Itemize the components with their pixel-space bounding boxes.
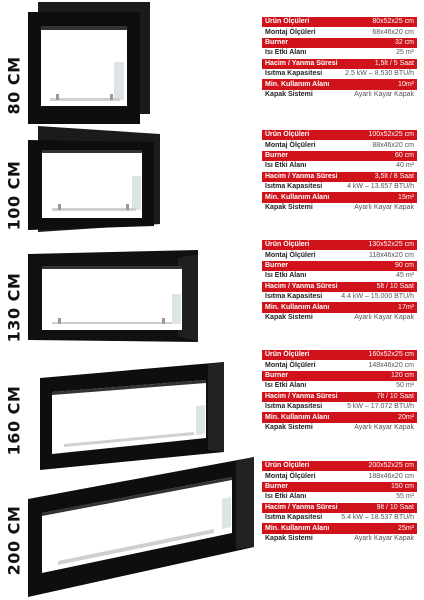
spec-row: Kapak Sistemi Ayarlı Kayar Kapak [262, 423, 417, 433]
spec-row: Kapak Sistemi Ayarlı Kayar Kapak [262, 203, 417, 213]
spec-row: Montaj Ölçüleri 88x46x20 cm [262, 140, 417, 150]
fireplace-200-image [28, 455, 260, 600]
spec-row: Montaj Ölçüleri 118x46x20 cm [262, 250, 417, 260]
fireplace-100-image [28, 126, 260, 236]
spec-row: Min. Kullanım Alanı 20m² [262, 412, 417, 422]
size-label-130: 130 CM [4, 272, 24, 342]
spec-row: Burner 120 cm [262, 371, 417, 381]
spec-row: Hacim / Yanma Süresi 3,5lt / 8 Saat [262, 172, 417, 182]
spec-row: Burner 150 cm [262, 482, 417, 492]
spec-row: Isı Etki Alanı 55 m² [262, 492, 417, 502]
fireplace-130-image [28, 250, 260, 346]
spec-row: Min. Kullanım Alanı 25m² [262, 523, 417, 533]
fireplace-80-image [28, 2, 260, 124]
spec-row: Hacim / Yanma Süresi 9lt / 10 Saat [262, 503, 417, 513]
spec-table-160 [262, 350, 417, 433]
spec-row: Isıtma Kapasitesi 5.4 kW – 18.537 BTU/h [262, 513, 417, 523]
spec-row: Kapak Sistemi Ayarlı Kayar Kapak [262, 90, 417, 100]
spec-row: Isıtma Kapasitesi 4 kW – 13.657 BTU/h [262, 182, 417, 192]
spec-row: Montaj Ölçüleri 68x46x20 cm [262, 27, 417, 37]
size-label-100: 100 CM [4, 160, 24, 230]
spec-row: Isıtma Kapasitesi 2.5 kW – 8.530 BTU/h [262, 69, 417, 79]
spec-row: Isı Etki Alanı 45 m² [262, 271, 417, 281]
spec-row: Hacim / Yanma Süresi 5lt / 10 Saat [262, 282, 417, 292]
spec-row: Burner 60 cm [262, 151, 417, 161]
spec-row: Burner 32 cm [262, 38, 417, 48]
spec-row: Hacim / Yanma Süresi 7lt / 10 Saat [262, 392, 417, 402]
spec-row: Hacim / Yanma Süresi 1,5lt / 5 Saat [262, 59, 417, 69]
spec-row: Isı Etki Alanı 25 m² [262, 48, 417, 58]
spec-row: Ürün Ölçüleri 100x52x25 cm [262, 130, 417, 140]
spec-row: Isıtma Kapasitesi 4.4 kW – 15.000 BTU/h [262, 292, 417, 302]
spec-row: Ürün Ölçüleri 200x52x25 cm [262, 461, 417, 471]
spec-row: Isı Etki Alanı 40 m² [262, 161, 417, 171]
spec-row: Min. Kullanım Alanı 17m² [262, 302, 417, 312]
spec-row: Min. Kullanım Alanı 10m² [262, 79, 417, 89]
size-label-160: 160 CM [4, 385, 24, 455]
spec-row: Montaj Ölçüleri 148x46x20 cm [262, 360, 417, 370]
spec-row: Ürün Ölçüleri 80x52x25 cm [262, 17, 417, 27]
spec-row: Isıtma Kapasitesi 5 kW – 17.072 BTU/h [262, 402, 417, 412]
spec-row: Kapak Sistemi Ayarlı Kayar Kapak [262, 534, 417, 544]
size-label-80: 80 CM [4, 56, 24, 114]
size-label-200: 200 CM [4, 505, 24, 575]
spec-table-130 [262, 240, 417, 323]
spec-row: Montaj Ölçüleri 188x46x20 cm [262, 471, 417, 481]
spec-row: Kapak Sistemi Ayarlı Kayar Kapak [262, 313, 417, 323]
spec-table-80 [262, 17, 417, 100]
spec-row: Burner 90 cm [262, 261, 417, 271]
spec-row: Isı Etki Alanı 50 m² [262, 381, 417, 391]
spec-row: Ürün Ölçüleri 160x52x25 cm [262, 350, 417, 360]
spec-row: Min. Kullanım Alanı 15m² [262, 192, 417, 202]
spec-row: Ürün Ölçüleri 130x52x25 cm [262, 240, 417, 250]
spec-table-100 [262, 130, 417, 213]
spec-table-200 [262, 461, 417, 544]
